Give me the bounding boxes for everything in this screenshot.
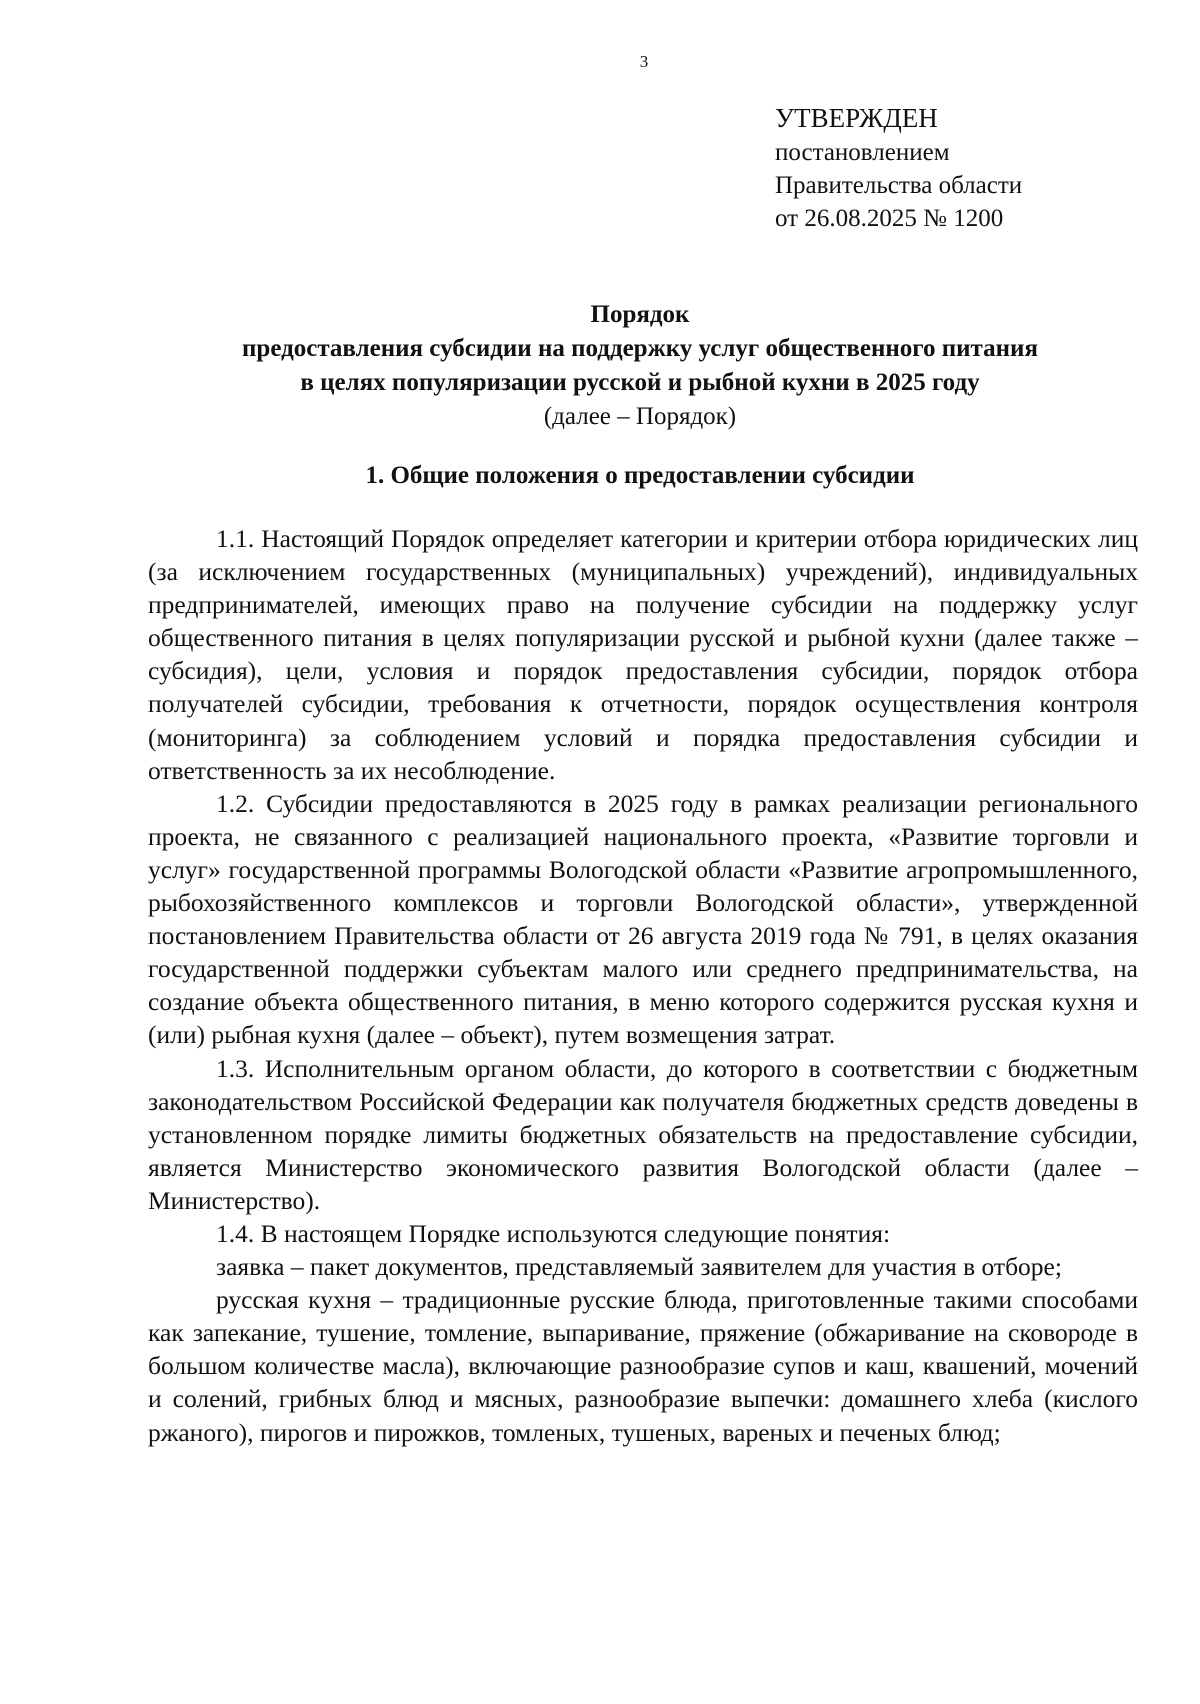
document-body [148, 522, 1138, 1449]
definition-russkaya-kuhnya: русская кухня – традиционные русские блюда, приготовленные такими способами как запекание, тушение, томление, выпаривание, пряжение (обжаривание на сковороде в большом количестве масла), включающие разнообразие супов и каш, квашений, мочений и солений, грибных блюд и мясных, разнообразие выпечки: домашнего хлеба (кислого ржаного), пирогов и пирожков, томленых, тушеных, вареных и печеных блюд; [148, 1285, 1138, 1447]
approval-date-number: от 26.08.2025 № 1200 [775, 205, 1004, 232]
paragraph-1-3: 1.3. Исполнительным органом области, до которого в соответствии с бюджетным законодательством Российской Федерации как получателя бюджетных средств доведены в установленном порядке лимиты бюджетных обязательств на предоставление субсидии, является Министерство экономического развития Вологодской области (далее – Министерство). [148, 1053, 1138, 1215]
approval-stamp [775, 100, 1022, 235]
page-number: 3 [639, 52, 649, 71]
approval-title: УТВЕРЖДЕН [775, 103, 938, 133]
title-line: предоставления субсидии на поддержку услуг общественного питания [242, 335, 1038, 362]
title-line: Порядок [590, 301, 690, 328]
paragraph-1-1: 1.1. Настоящий Порядок определяет категории и критерии отбора юридических лиц (за исключением государственных (муниципальных) учреждений), индивидуальных предпринимателей, имеющих право на получение субсидии на поддержку услуг общественного питания в целях популяризации русской и рыбной кухни (далее также – субсидия), цели, условия и порядок предоставления субсидии, порядок отбора получателей субсидии, требования к отчетности, порядок осуществления контроля (мониторинга) за соблюдением условий и порядка предоставления субсидии и ответственность за их несоблюдение. [148, 524, 1138, 785]
document-title [150, 298, 1130, 434]
paragraph-1-4: 1.4. В настоящем Порядке используются следующие понятия: [216, 1218, 891, 1248]
paragraph-1-2: 1.2. Субсидии предоставляются в 2025 году в рамках реализации регионального проекта, не связанного с реализацией национального проекта, «Развитие торговли и услуг» государственной программы Вологодской области «Развитие агропромышленного, рыбохозяйственного комплексов и торговли Вологодской области», утвержденной постановлением Правительства области от 26 августа 2019 года № 791, в целях оказания государственной поддержки субъектам малого или среднего предпринимательства, на создание объекта общественного питания, в меню которого содержится русская кухня и (или) рыбная кухня (далее – объект), путем возмещения затрат. [148, 788, 1138, 1050]
approval-line: постановлением [775, 139, 950, 166]
approval-line: Правительства области [775, 172, 1023, 199]
section-heading: 1. Общие положения о предоставлении субсидии [365, 462, 915, 489]
title-abbreviation: (далее – Порядок) [543, 403, 737, 430]
definition-zayavka: заявка – пакет документов, представляемый заявителем для участия в отборе; [216, 1252, 1062, 1282]
title-line: в целях популяризации русской и рыбной кухни в 2025 году [300, 369, 980, 396]
